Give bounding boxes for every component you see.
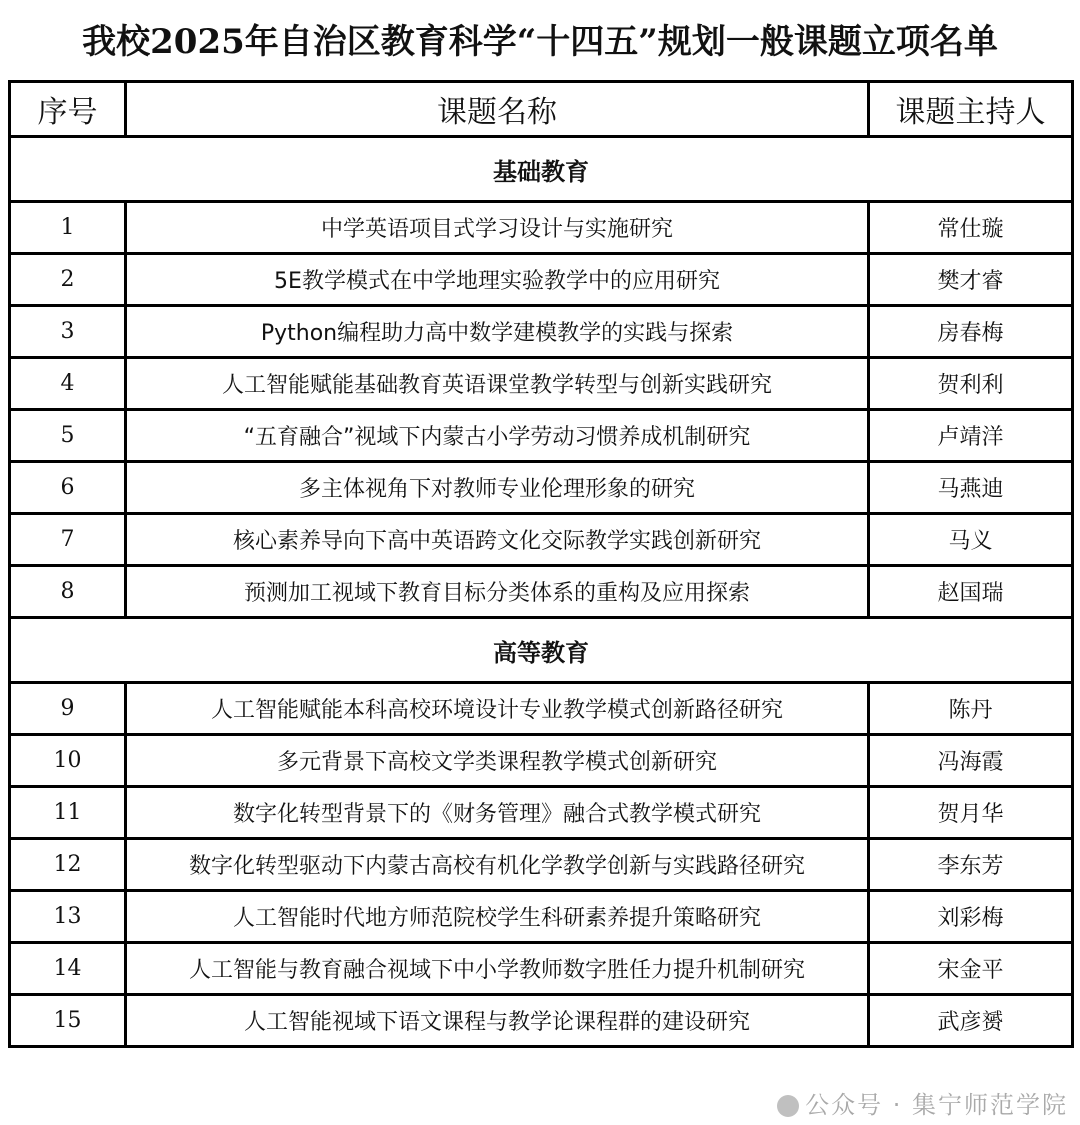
document-title: 我校2025年自治区教育科学“十四五”规划一般课题立项名单	[82, 22, 998, 62]
project-host: 武彦赟	[869, 995, 1073, 1047]
table-row	[10, 735, 1073, 787]
project-name: 人工智能时代地方师范院校学生科研素养提升策略研究	[126, 891, 869, 943]
row-num: 2	[10, 254, 126, 306]
row-num: 7	[10, 514, 126, 566]
wechat-icon	[777, 1095, 799, 1117]
table-row	[10, 358, 1073, 410]
project-table	[8, 80, 1074, 1048]
project-host: 马义	[869, 514, 1073, 566]
table-row	[10, 410, 1073, 462]
project-host: 陈丹	[869, 683, 1073, 735]
table-row	[10, 943, 1073, 995]
row-num: 3	[10, 306, 126, 358]
watermark	[777, 1089, 1068, 1121]
project-name: 人工智能视域下语文课程与教学论课程群的建设研究	[126, 995, 869, 1047]
table-row	[10, 891, 1073, 943]
section-row	[10, 137, 1073, 202]
project-name: 核心素养导向下高中英语跨文化交际教学实践创新研究	[126, 514, 869, 566]
project-name: 人工智能与教育融合视域下中小学教师数字胜任力提升机制研究	[126, 943, 869, 995]
project-host: 马燕迪	[869, 462, 1073, 514]
row-num: 8	[10, 566, 126, 618]
row-num: 11	[10, 787, 126, 839]
project-host: 赵国瑞	[869, 566, 1073, 618]
row-num: 14	[10, 943, 126, 995]
project-host: 樊才睿	[869, 254, 1073, 306]
table-row	[10, 839, 1073, 891]
table-row	[10, 995, 1073, 1047]
project-name: Python编程助力高中数学建模教学的实践与探索	[126, 306, 869, 358]
row-num: 15	[10, 995, 126, 1047]
row-num: 13	[10, 891, 126, 943]
table-row	[10, 462, 1073, 514]
row-num: 1	[10, 202, 126, 254]
project-host: 刘彩梅	[869, 891, 1073, 943]
project-host: 卢靖洋	[869, 410, 1073, 462]
project-name: 人工智能赋能本科高校环境设计专业教学模式创新路径研究	[126, 683, 869, 735]
row-num: 10	[10, 735, 126, 787]
project-host: 宋金平	[869, 943, 1073, 995]
section-label: 高等教育	[10, 618, 1073, 683]
table-row	[10, 514, 1073, 566]
watermark-text: 公众号 · 集宁师范学院	[805, 1091, 1068, 1119]
project-host: 李东芳	[869, 839, 1073, 891]
row-num: 6	[10, 462, 126, 514]
table-row	[10, 787, 1073, 839]
row-num: 4	[10, 358, 126, 410]
table-header	[10, 82, 1073, 137]
table-row	[10, 683, 1073, 735]
project-name: 人工智能赋能基础教育英语课堂教学转型与创新实践研究	[126, 358, 869, 410]
table-row	[10, 254, 1073, 306]
row-num: 9	[10, 683, 126, 735]
table-row	[10, 306, 1073, 358]
project-name: 多元背景下高校文学类课程教学模式创新研究	[126, 735, 869, 787]
header-host: 课题主持人	[869, 82, 1073, 137]
project-name: 预测加工视域下教育目标分类体系的重构及应用探索	[126, 566, 869, 618]
section-row	[10, 618, 1073, 683]
project-name: 5E教学模式在中学地理实验教学中的应用研究	[126, 254, 869, 306]
project-host: 贺月华	[869, 787, 1073, 839]
project-name: 数字化转型背景下的《财务管理》融合式教学模式研究	[126, 787, 869, 839]
project-name: 中学英语项目式学习设计与实施研究	[126, 202, 869, 254]
section-label: 基础教育	[10, 137, 1073, 202]
header-name: 课题名称	[126, 82, 869, 137]
project-host: 贺利利	[869, 358, 1073, 410]
project-host: 房春梅	[869, 306, 1073, 358]
header-num: 序号	[10, 82, 126, 137]
table-row	[10, 202, 1073, 254]
row-num: 5	[10, 410, 126, 462]
project-name: 数字化转型驱动下内蒙古高校有机化学教学创新与实践路径研究	[126, 839, 869, 891]
project-host: 冯海霞	[869, 735, 1073, 787]
project-name: “五育融合”视域下内蒙古小学劳动习惯养成机制研究	[126, 410, 869, 462]
project-host: 常仕璇	[869, 202, 1073, 254]
row-num: 12	[10, 839, 126, 891]
table-row	[10, 566, 1073, 618]
project-name: 多主体视角下对教师专业伦理形象的研究	[126, 462, 869, 514]
